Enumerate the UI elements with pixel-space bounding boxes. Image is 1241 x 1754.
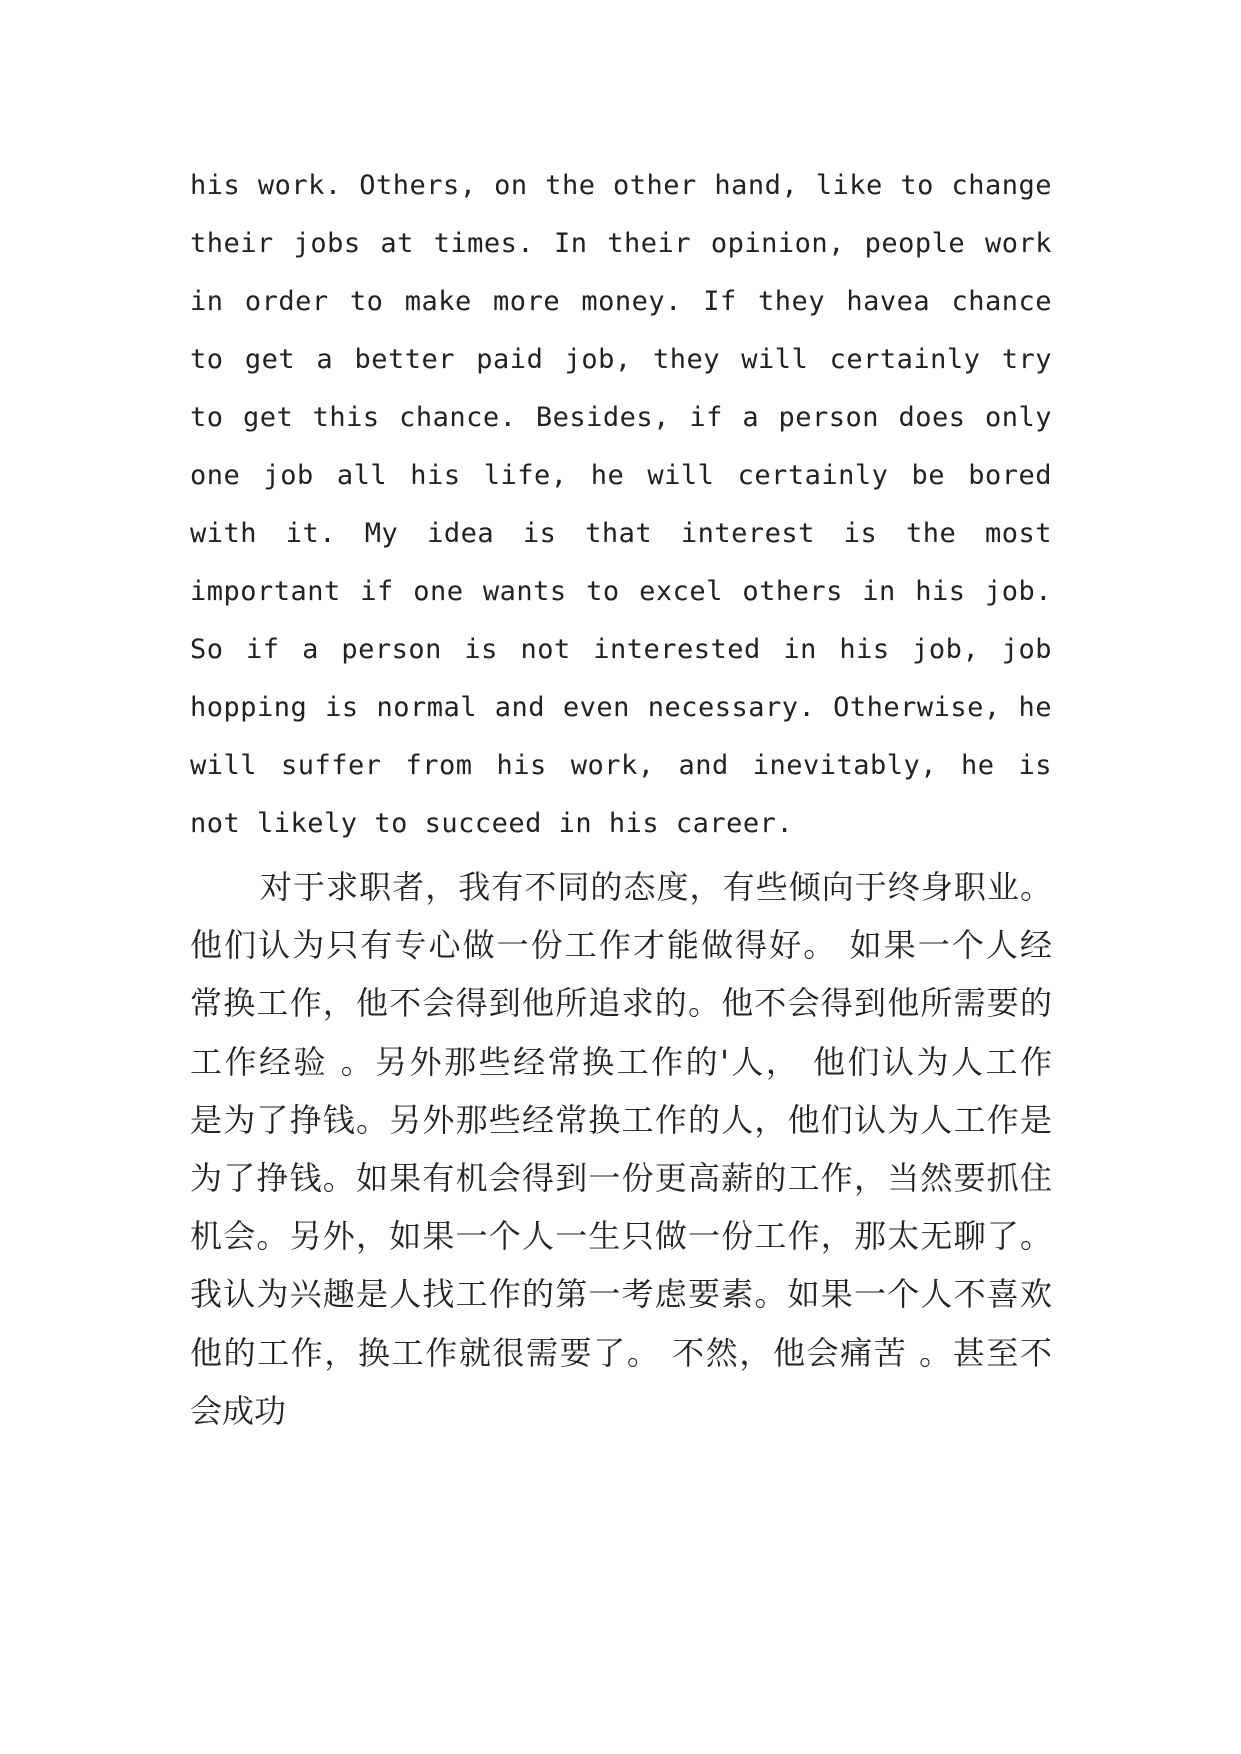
text-line: 是为了挣钱。另外那些经常换工作的人，他们认为人工作是: [190, 1100, 1052, 1139]
text-line: hopping is normal and even necessary. Otherwise, he: [190, 692, 1052, 723]
text-line: 我认为兴趣是人找工作的第一考虑要素。如果一个人不喜欢: [190, 1275, 1052, 1314]
text-line: 他们认为只有专心做一份工作才能做得好。 如果一个人经: [190, 926, 1052, 965]
text-line: to get this chance. Besides, if a person does only: [190, 402, 1052, 433]
text-line: 为了挣钱。如果有机会得到一份更高薪的工作，当然要抓住: [190, 1158, 1052, 1197]
chinese-paragraph: [190, 858, 1052, 1440]
text-line: to get a better paid job, they will certainly try: [190, 344, 1052, 375]
text-line: one job all his life, he will certainly be bored: [190, 460, 1052, 491]
text-line: 常换工作，他不会得到他所追求的。他不会得到他所需要的: [190, 984, 1052, 1023]
text-line: 他的工作，换工作就很需要了。 不然，他会痛苦 。甚至不: [190, 1333, 1052, 1372]
text-line: 对于求职者，我有不同的态度，有些倾向于终身职业。: [260, 868, 1052, 906]
text-line: 机会。另外，如果一个人一生只做一份工作，那太无聊了。: [190, 1217, 1052, 1256]
text-line: with it. My idea is that interest is the most: [190, 518, 1052, 549]
text-line: will suffer from his work, and inevitably, he is: [190, 750, 1052, 781]
text-line: 会成功: [190, 1391, 287, 1430]
text-line: their jobs at times. In their opinion, people work: [190, 228, 1052, 259]
text-line: 工作经验 。另外那些经常换工作的'人， 他们认为人工作: [190, 1042, 1052, 1081]
english-paragraph: [190, 157, 1052, 853]
text-line: important if one wants to excel others in his job.: [190, 576, 1052, 607]
text-line: in order to make more money. If they havea chance: [190, 286, 1052, 317]
text-line: his work. Others, on the other hand, like to change: [190, 170, 1052, 201]
text-line: not likely to succeed in his career.: [190, 808, 794, 839]
text-line: So if a person is not interested in his job, job: [190, 634, 1052, 665]
